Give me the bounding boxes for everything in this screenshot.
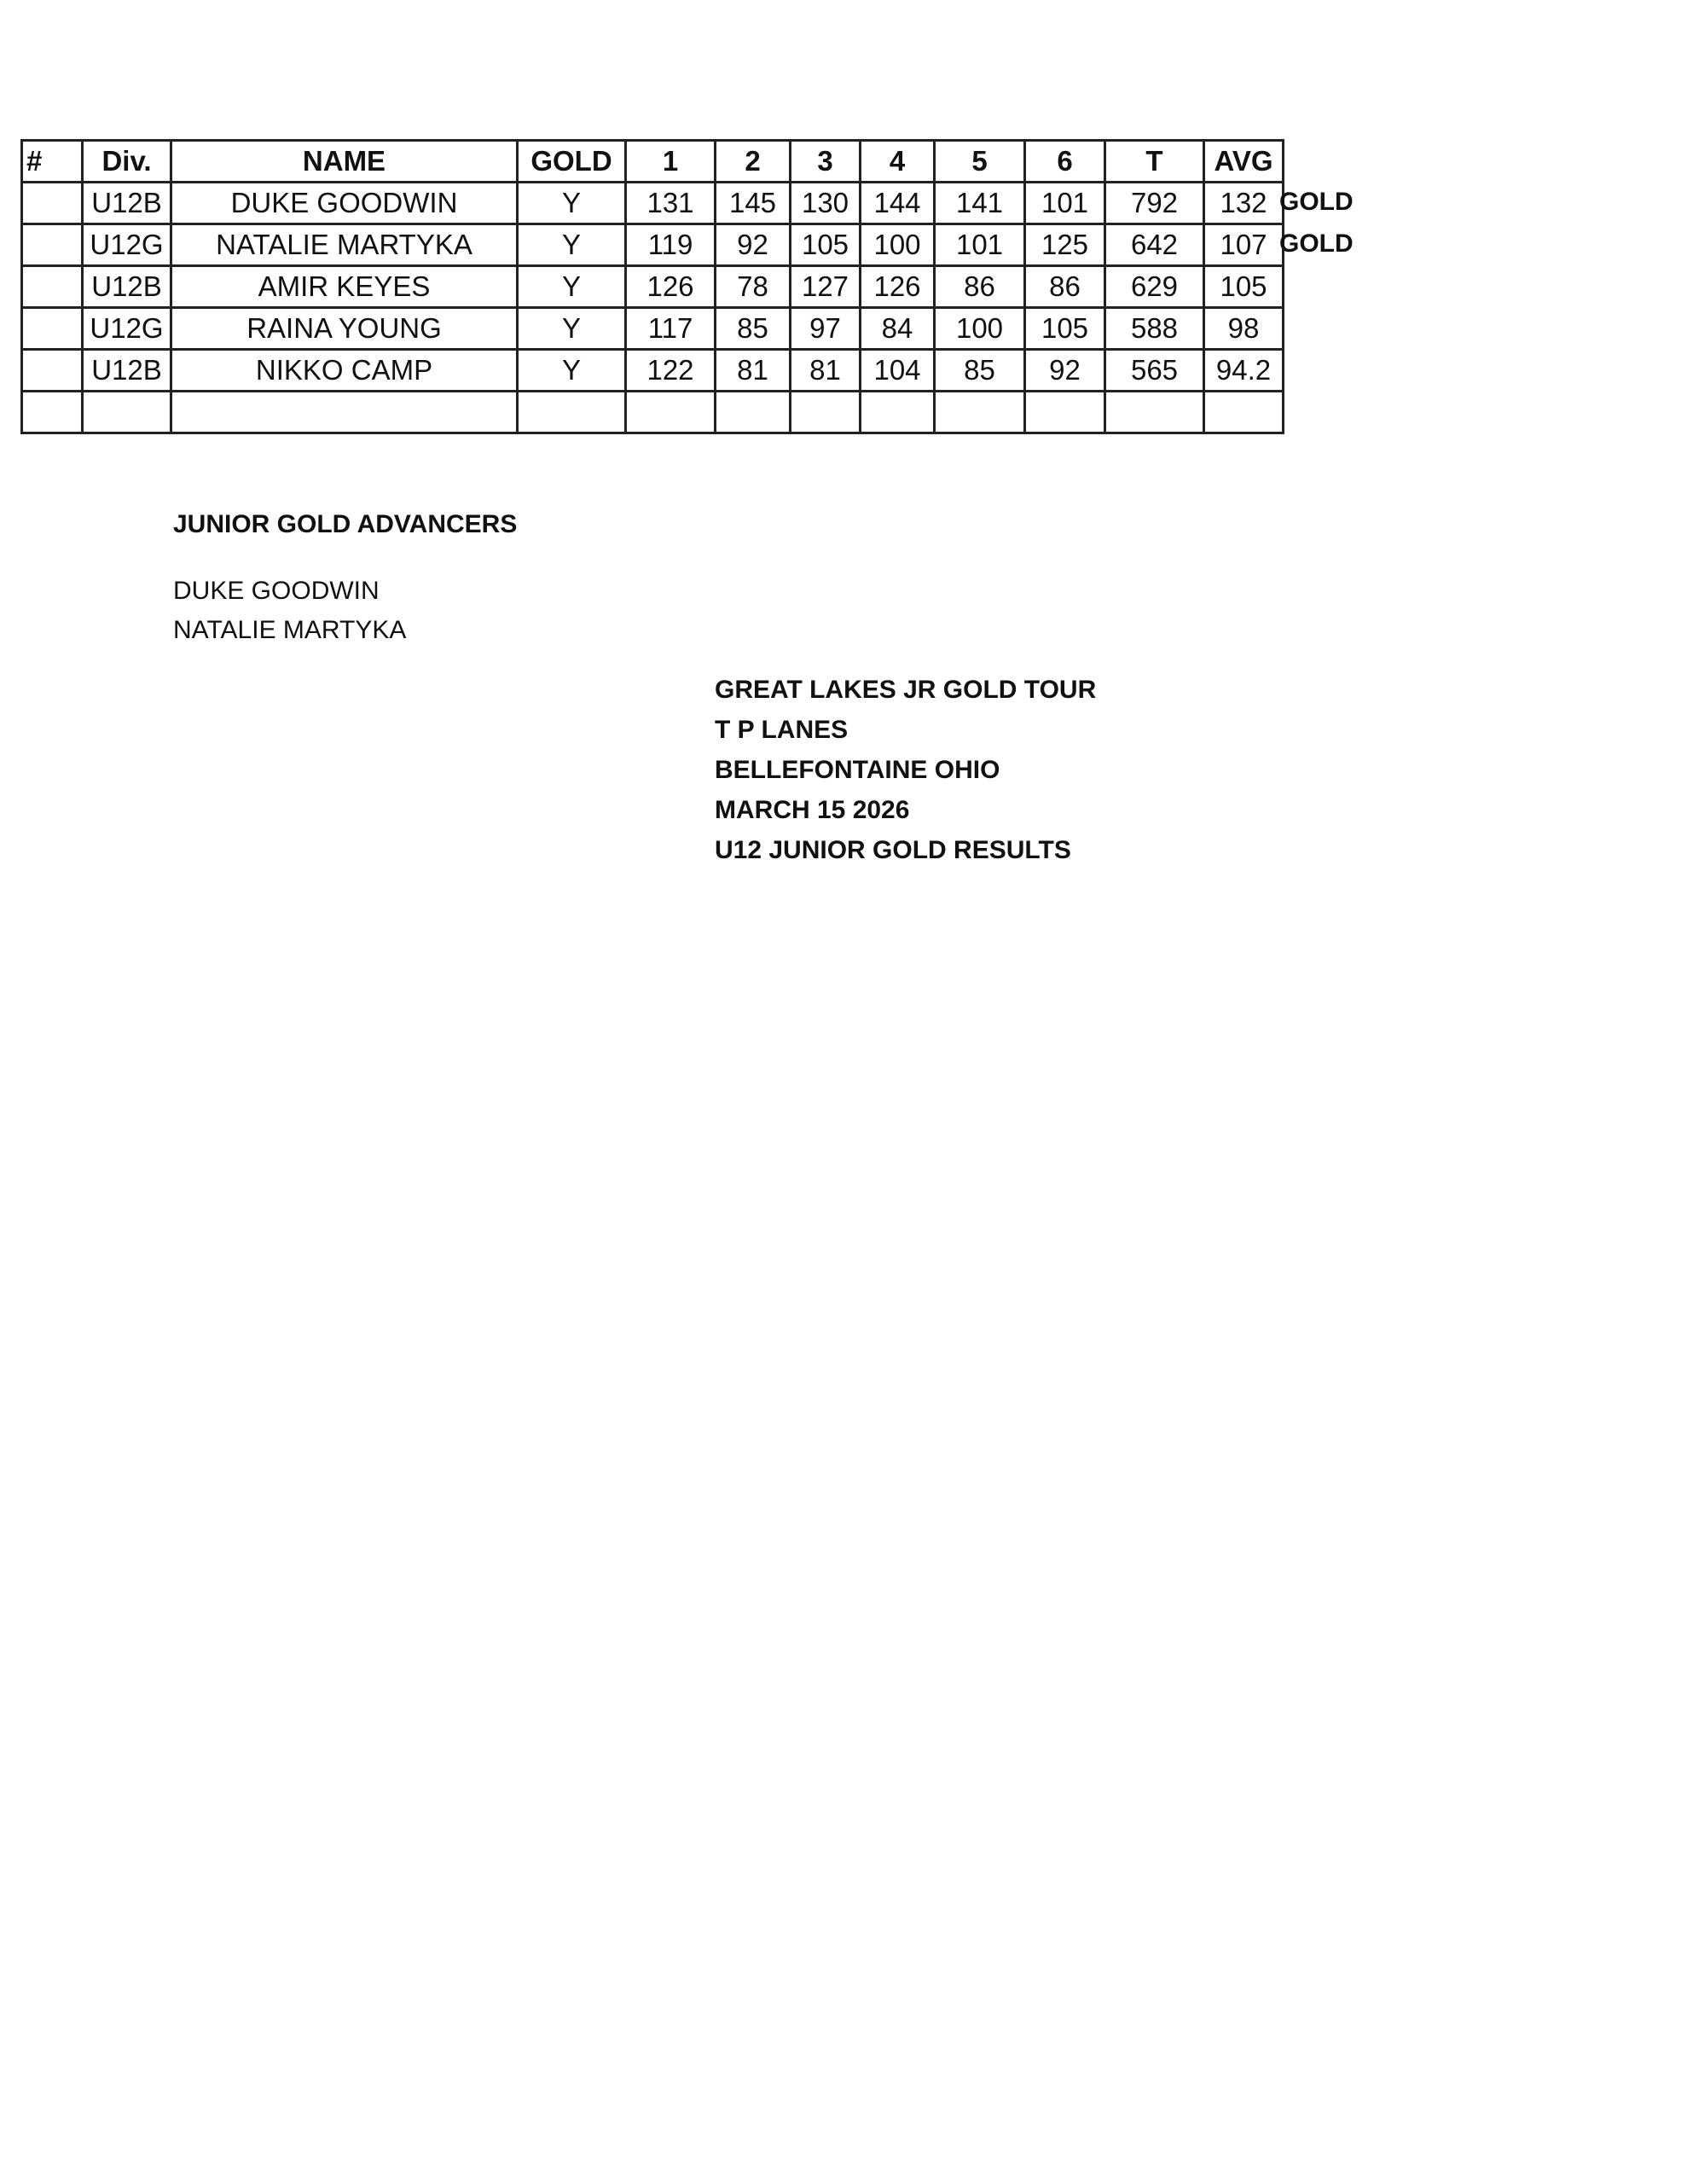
- cell-division: U12B: [83, 350, 171, 392]
- header-total: T: [1105, 141, 1204, 183]
- advancers-title: JUNIOR GOLD ADVANCERS: [173, 510, 518, 538]
- cell-division: U12G: [83, 308, 171, 350]
- header-division: Div.: [83, 141, 171, 183]
- cell-game-5: 101: [935, 224, 1025, 266]
- cell-gold: Y: [518, 266, 626, 308]
- cell-game-5: 141: [935, 183, 1025, 224]
- cell-game-2: 78: [716, 266, 791, 308]
- header-number: #: [22, 141, 83, 183]
- cell-name: AMIR KEYES: [171, 266, 518, 308]
- cell-game-6: 86: [1025, 266, 1105, 308]
- table-header-row: [22, 141, 1284, 183]
- table-row-empty: [22, 392, 1284, 433]
- cell-average: 98: [1204, 308, 1284, 350]
- cell-total: 642: [1105, 224, 1204, 266]
- advancer-name: NATALIE MARTYKA: [173, 616, 407, 644]
- table-row: [22, 308, 1284, 350]
- cell-number: [22, 350, 83, 392]
- cell-game-2: 92: [716, 224, 791, 266]
- cell-game-4: 100: [861, 224, 935, 266]
- header-game-6: 6: [1025, 141, 1105, 183]
- cell-game-3: 97: [791, 308, 861, 350]
- cell-number: [22, 224, 83, 266]
- cell-game-6: 105: [1025, 308, 1105, 350]
- header-game-1: 1: [626, 141, 716, 183]
- cell-game-1: 126: [626, 266, 716, 308]
- cell-average: 132: [1204, 183, 1284, 224]
- cell-gold: Y: [518, 183, 626, 224]
- cell-gold: Y: [518, 224, 626, 266]
- cell-average: 107: [1204, 224, 1284, 266]
- event-results-title: U12 JUNIOR GOLD RESULTS: [715, 836, 1071, 864]
- cell-name: NIKKO CAMP: [171, 350, 518, 392]
- cell-game-1: 131: [626, 183, 716, 224]
- cell-game-4: 104: [861, 350, 935, 392]
- cell-game-1: 122: [626, 350, 716, 392]
- cell-game-4: 126: [861, 266, 935, 308]
- cell-average: 105: [1204, 266, 1284, 308]
- cell-game-1: 119: [626, 224, 716, 266]
- cell-game-5: 100: [935, 308, 1025, 350]
- gold-flags: [1279, 181, 1354, 264]
- cell-division: U12G: [83, 224, 171, 266]
- table-row: [22, 266, 1284, 308]
- cell-game-6: 101: [1025, 183, 1105, 224]
- cell-number: [22, 183, 83, 224]
- cell-game-2: 85: [716, 308, 791, 350]
- cell-game-3: 130: [791, 183, 861, 224]
- cell-name: DUKE GOODWIN: [171, 183, 518, 224]
- table-row: [22, 183, 1284, 224]
- cell-game-2: 81: [716, 350, 791, 392]
- cell-game-3: 81: [791, 350, 861, 392]
- cell-total: 629: [1105, 266, 1204, 308]
- header-game-3: 3: [791, 141, 861, 183]
- event-tour-name: GREAT LAKES JR GOLD TOUR: [715, 676, 1097, 704]
- header-name: NAME: [171, 141, 518, 183]
- cell-name: RAINA YOUNG: [171, 308, 518, 350]
- event-venue: T P LANES: [715, 716, 849, 744]
- cell-game-5: 85: [935, 350, 1025, 392]
- cell-game-3: 105: [791, 224, 861, 266]
- header-gold: GOLD: [518, 141, 626, 183]
- advancers-section: [173, 510, 517, 650]
- cell-total: 565: [1105, 350, 1204, 392]
- table-row: [22, 350, 1284, 392]
- cell-game-3: 127: [791, 266, 861, 308]
- header-average: AVG: [1204, 141, 1284, 183]
- cell-total: 792: [1105, 183, 1204, 224]
- cell-game-4: 84: [861, 308, 935, 350]
- cell-game-6: 125: [1025, 224, 1105, 266]
- gold-flag: GOLD: [1279, 188, 1354, 216]
- cell-gold: Y: [518, 350, 626, 392]
- event-info: [715, 670, 1096, 870]
- cell-division: U12B: [83, 183, 171, 224]
- event-date: MARCH 15 2026: [715, 796, 910, 824]
- cell-gold: Y: [518, 308, 626, 350]
- cell-number: [22, 266, 83, 308]
- header-game-2: 2: [716, 141, 791, 183]
- cell-name: NATALIE MARTYKA: [171, 224, 518, 266]
- table-row: [22, 224, 1284, 266]
- cell-game-5: 86: [935, 266, 1025, 308]
- gold-flag: GOLD: [1279, 229, 1354, 258]
- cell-game-4: 144: [861, 183, 935, 224]
- header-game-4: 4: [861, 141, 935, 183]
- event-location: BELLEFONTAINE OHIO: [715, 756, 1000, 784]
- advancer-name: DUKE GOODWIN: [173, 577, 380, 605]
- cell-game-6: 92: [1025, 350, 1105, 392]
- results-table: [20, 139, 1284, 434]
- cell-average: 94.2: [1204, 350, 1284, 392]
- cell-number: [22, 308, 83, 350]
- header-game-5: 5: [935, 141, 1025, 183]
- cell-division: U12B: [83, 266, 171, 308]
- cell-game-1: 117: [626, 308, 716, 350]
- cell-game-2: 145: [716, 183, 791, 224]
- cell-total: 588: [1105, 308, 1204, 350]
